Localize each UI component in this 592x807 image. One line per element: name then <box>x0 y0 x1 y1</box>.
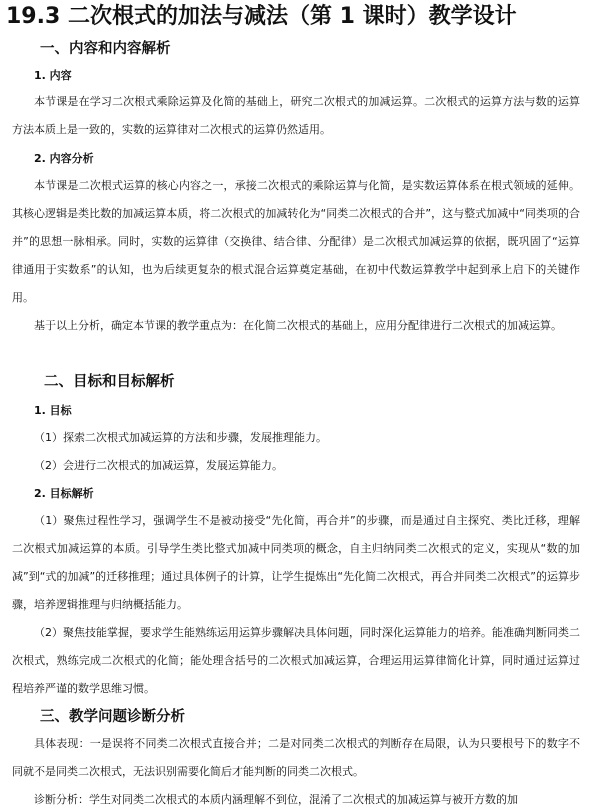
paragraph-goal-analysis-2: （2）聚焦技能掌握，要求学生能熟练运用运算步骤解决具体问题，同时深化运算能力的培养。能准确判断同类二次根式，熟练完成二次根式的化简；能处理含括号的二次根式加减运算，合理运用运算律简化计算，同时通过运算过程培养严谨的数学思维习惯。 <box>12 626 580 695</box>
paragraph-content-analysis: 本节课是二次根式运算的核心内容之一，承接二次根式的乘除运算与化简，是实数运算体系在根式领域的延伸。其核心逻辑是类比数的加减运算本质，将二次根式的加减转化为“同类二次根式的合并”，这与整式加减中“同类项的合并”的思想一脉相承。同时，实数的运算律（交换律、结合律、分配律）是二次根式加减运算的依据，既巩固了“运算律通用于实数系”的认知，也为后续更复杂的根式混合运算奠定基础，在初中代数运算教学中起到承上启下的关键作用。 <box>12 179 580 304</box>
paragraph-diagnostic-analysis: 诊断分析：学生对同类二次根式的本质内涵理解不到位，混淆了二次根式的加减运算与被开方数的加 <box>34 793 518 806</box>
section-heading-2: 二、目标和目标解析 <box>44 374 175 390</box>
paragraph-content: 本节课是在学习二次根式乘除运算及化简的基础上，研究二次根式的加减运算。二次根式的运算方法与数的运算方法本质上是一致的，实数的运算律对二次根式的运算仍然适用。 <box>12 95 580 136</box>
paragraph-specific-performance: 具体表现：一是误将不同类二次根式直接合并；二是对同类二次根式的判断存在局限，认为只要根号下的数字不同就不是同类二次根式，无法识别需要化简后才能判断的同类二次根式。 <box>12 737 580 778</box>
goal-item-2: （2）会进行二次根式的加减运算，发展运算能力。 <box>34 459 283 472</box>
section-heading-3: 三、教学问题诊断分析 <box>40 709 185 725</box>
subheading-content: 1. 内容 <box>34 69 72 82</box>
paragraph-teaching-focus: 基于以上分析，确定本节课的教学重点为：在化简二次根式的基础上，应用分配律进行二次根式的加减运算。 <box>34 319 562 332</box>
subheading-goal-analysis: 2. 目标解析 <box>34 487 94 500</box>
paragraph-goal-analysis-1: （1）聚焦过程性学习，强调学生不是被动接受“先化简，再合并”的步骤，而是通过自主探究、类比迁移，理解二次根式加减运算的本质。引导学生类比整式加减中同类项的概念，自主归纳同类二次根式的定义，实现从“数的加减”到“式的加减”的迁移推理；通过具体例子的计算，让学生提炼出“先化简二次根式，再合并同类二次根式”的运算步骤，培养逻辑推理与归纳概括能力。 <box>12 514 580 611</box>
subheading-goals: 1. 目标 <box>34 404 72 417</box>
section-heading-1: 一、内容和内容解析 <box>40 41 171 57</box>
document-title: 19.3 二次根式的加法与减法（第 1 课时）教学设计 <box>6 4 517 29</box>
goal-item-1: （1）探索二次根式加减运算的方法和步骤，发展推理能力。 <box>34 431 327 444</box>
subheading-content-analysis: 2. 内容分析 <box>34 152 94 165</box>
